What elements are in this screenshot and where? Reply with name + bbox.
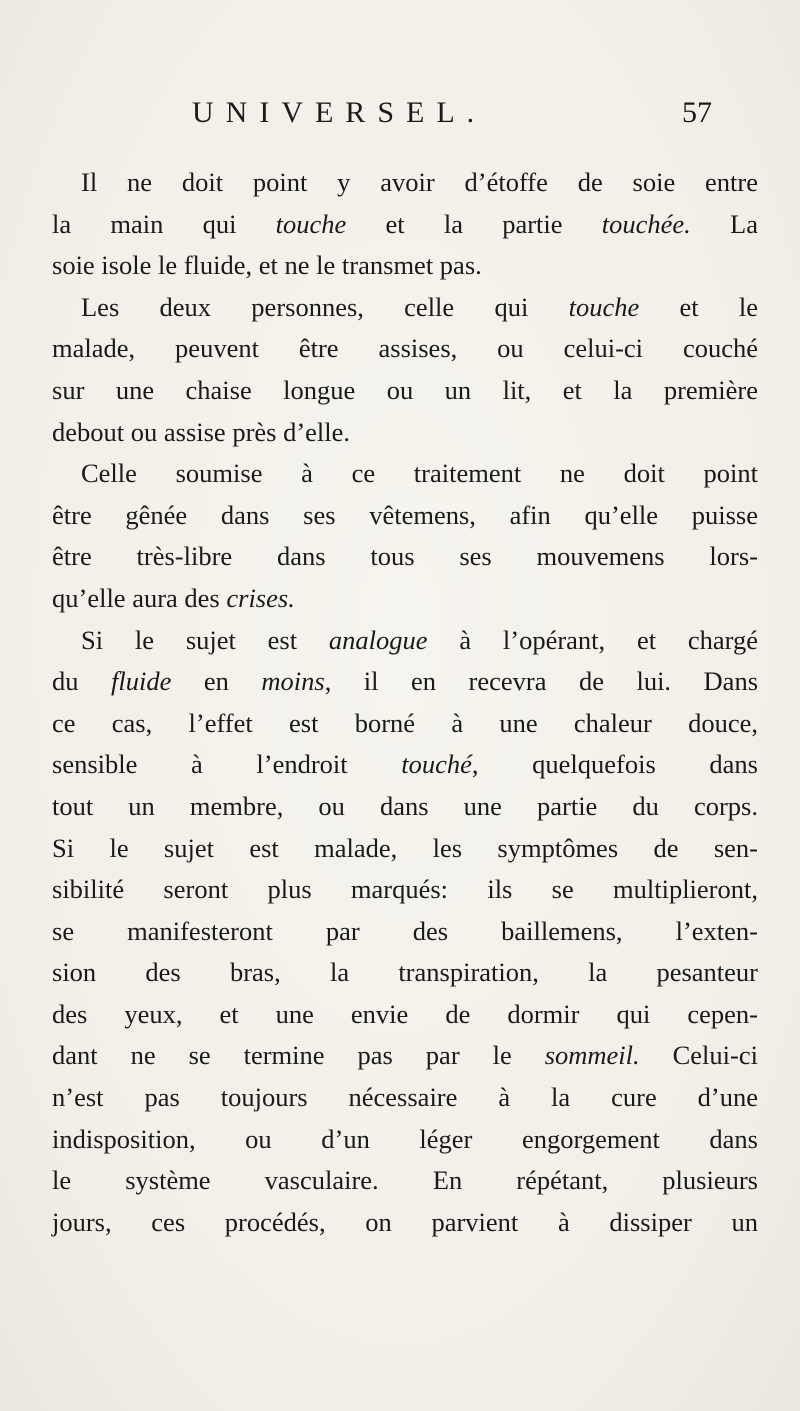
text-run: des yeux, et une envie de dormir qui cepen- [52, 998, 758, 1029]
text-line [52, 994, 758, 1036]
text-line [52, 536, 758, 578]
text-run: ce cas, l’effet est borné à une chaleur douce, [52, 707, 758, 738]
text-line [52, 661, 758, 703]
italic-text: analogue [328, 624, 428, 655]
text-run: , il en recevra de lui. Dans [324, 666, 759, 697]
italic-text: touchée. [601, 208, 691, 239]
text-run: Celle soumise à ce traitement ne doit point [81, 458, 758, 489]
text-run: tout un membre, ou dans une partie du corps. [52, 790, 758, 821]
italic-text: touche [275, 208, 347, 239]
text-run: Celui-ci [639, 1040, 758, 1071]
text-run: , quelquefois dans [471, 749, 758, 780]
text-line [52, 495, 758, 537]
text-run: la main qui [52, 208, 276, 239]
text-run: être gênée dans ses vêtemens, afin qu’elle puisse [52, 499, 758, 530]
text-line [52, 162, 758, 204]
text-line [52, 703, 758, 745]
text-line [52, 453, 758, 495]
text-run: et la partie [346, 208, 602, 239]
italic-text: sommeil. [544, 1040, 640, 1071]
body-text [52, 162, 758, 1243]
text-run: soie isole le fluide, et ne le transmet pas. [52, 250, 482, 281]
text-run: du [52, 666, 111, 697]
text-line [52, 1160, 758, 1202]
text-line [52, 744, 758, 786]
text-run: Si le sujet est malade, les symptômes de sen- [52, 832, 758, 863]
text-run: et le [639, 291, 758, 322]
text-line [52, 911, 758, 953]
text-run: n’est pas toujours nécessaire à la cure d’une [52, 1082, 758, 1113]
text-line [52, 328, 758, 370]
text-run: dant ne se termine pas par le [52, 1040, 545, 1071]
text-line [52, 204, 758, 246]
text-line [52, 1119, 758, 1161]
page-number: 57 [682, 96, 712, 129]
text-run: Les deux personnes, celle qui [81, 291, 569, 322]
text-line [52, 1035, 758, 1077]
text-run: à l’opérant, et chargé [427, 624, 759, 655]
text-run: être très-libre dans tous ses mouvemens lors- [52, 541, 758, 572]
text-line [52, 370, 758, 412]
text-line [52, 287, 758, 329]
italic-text: touche [568, 291, 640, 322]
text-run: Si le sujet est [81, 624, 329, 655]
italic-text: fluide [111, 666, 172, 697]
text-run: malade, peuvent être assises, ou celui-ci couché [52, 333, 758, 364]
text-run: Il ne doit point y avoir d’étoffe de soie entre [81, 167, 758, 197]
page-header [192, 96, 712, 146]
text-run: debout ou assise près d’elle. [52, 416, 351, 447]
text-line [52, 828, 758, 870]
text-line [52, 952, 758, 994]
text-line [52, 786, 758, 828]
text-line [52, 620, 758, 662]
text-run: La [690, 208, 758, 239]
text-run: jours, ces procédés, on parvient à dissiper un [52, 1206, 758, 1237]
text-run: le système vasculaire. En répétant, plusieurs [52, 1165, 758, 1196]
text-line [52, 869, 758, 911]
text-run: indisposition, ou d’un léger engorgement dans [52, 1123, 758, 1154]
text-line [52, 1202, 758, 1244]
text-run: se manifesteront par des baillemens, l’exten- [52, 915, 758, 946]
text-line [52, 412, 758, 454]
text-run: sur une chaise longue ou un lit, et la première [52, 374, 758, 405]
text-run: sion des bras, la transpiration, la pesanteur [52, 957, 758, 988]
text-line [52, 578, 758, 620]
text-line [52, 245, 758, 287]
italic-text: crises. [226, 582, 295, 613]
text-run: sensible à l’endroit [52, 749, 402, 780]
italic-text: touché [401, 749, 472, 780]
text-run: sibilité seront plus marqués: ils se multiplieront, [52, 874, 758, 905]
text-run: qu’elle aura des [52, 582, 227, 613]
text-run: en [171, 666, 262, 697]
text-line [52, 1077, 758, 1119]
italic-text: moins [261, 666, 325, 697]
running-title: UNIVERSEL. [192, 96, 487, 129]
